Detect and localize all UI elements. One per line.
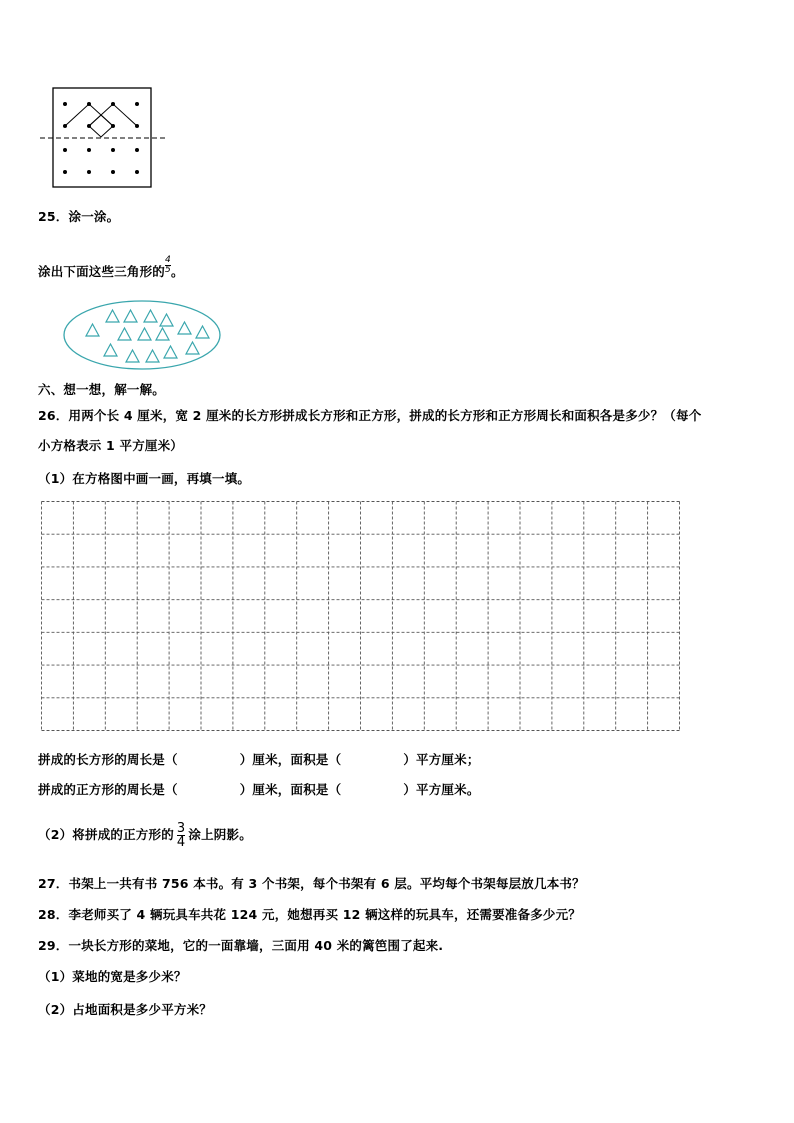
dot-symmetry-figure xyxy=(36,86,170,190)
q25-instruction-prefix: 涂出下面这些三角形的 xyxy=(38,264,166,279)
triangle-shape[interactable] xyxy=(144,310,157,322)
q26-part1: （1）在方格图中画一画，再填一填。 xyxy=(38,471,251,486)
square-area-label: ）厘米，面积是（ xyxy=(239,782,342,797)
q29-text: 29．一块长方形的菜地，它的一面靠墙，三面用 40 米的篱笆围了起来. xyxy=(38,938,444,953)
q29-sub1: （1）菜地的宽是多少米？ xyxy=(38,969,187,984)
section6-title: 六、想一想，解一解。 xyxy=(38,382,166,397)
triangle-shape[interactable] xyxy=(186,342,199,354)
q28-text: 28．李老师买了 4 辆玩具车共花 124 元，她想再买 12 辆这样的玩具车，还需要准备多少元？ xyxy=(38,907,581,922)
rect-perimeter-label: 拼成的长方形的周长是（ xyxy=(38,752,178,767)
triangle-shape[interactable] xyxy=(156,328,169,340)
q26-part2-numerator: 3 xyxy=(176,821,186,836)
square-perimeter-label: 拼成的正方形的周长是（ xyxy=(38,782,178,797)
q26-square-line xyxy=(38,780,480,798)
q27-text: 27．书架上一共有书 756 本书。有 3 个书架，每个书架有 6 层。平均每个书架每层放几本书？ xyxy=(38,876,585,891)
triangle-shape[interactable] xyxy=(104,344,117,356)
triangle-shape[interactable] xyxy=(196,326,209,338)
q25-fraction-numerator: 4 xyxy=(165,255,171,265)
q25-title: 25．涂一涂。 xyxy=(38,209,120,224)
q29-sub2: （2）占地面积是多少平方米？ xyxy=(38,1002,212,1017)
q25-fraction-denominator: 5 xyxy=(165,265,171,275)
triangle-shape[interactable] xyxy=(164,346,177,358)
q25-instruction-suffix: 。 xyxy=(170,264,184,279)
q26-part2-denominator: 4 xyxy=(176,835,186,850)
rect-area-unit: ）平方厘米； xyxy=(403,752,480,767)
triangle-shape[interactable] xyxy=(124,310,137,322)
triangle-shape[interactable] xyxy=(126,350,139,362)
q26-rect-line xyxy=(38,750,480,768)
q25-instruction xyxy=(38,255,184,282)
triangle-ellipse-figure xyxy=(62,300,226,372)
triangle-shape[interactable] xyxy=(118,328,131,340)
rect-area-label: ）厘米，面积是（ xyxy=(239,752,342,767)
triangle-shape[interactable] xyxy=(138,328,151,340)
q25-fraction xyxy=(165,256,171,275)
square-area-unit: ）平方厘米。 xyxy=(403,782,480,797)
q26-line1: 26．用两个长 4 厘米，宽 2 厘米的长方形拼成长方形和正方形，拼成的长方形和正方形周长和面积各是多少？（每个 xyxy=(38,408,702,423)
q26-line2: 小方格表示 1 平方厘米） xyxy=(38,438,184,453)
triangle-shape[interactable] xyxy=(146,350,159,362)
square-grid[interactable] xyxy=(40,500,682,733)
triangle-shape[interactable] xyxy=(106,310,119,322)
triangle-shape[interactable] xyxy=(86,324,99,336)
q26-part2 xyxy=(38,822,252,849)
triangle-shape[interactable] xyxy=(178,322,191,334)
q26-part2-suffix: 涂上阴影。 xyxy=(188,827,252,842)
q26-part2-prefix: （2）将拼成的正方形的 xyxy=(38,827,174,842)
q26-part2-fraction xyxy=(177,822,185,849)
triangle-shape[interactable] xyxy=(160,314,173,326)
